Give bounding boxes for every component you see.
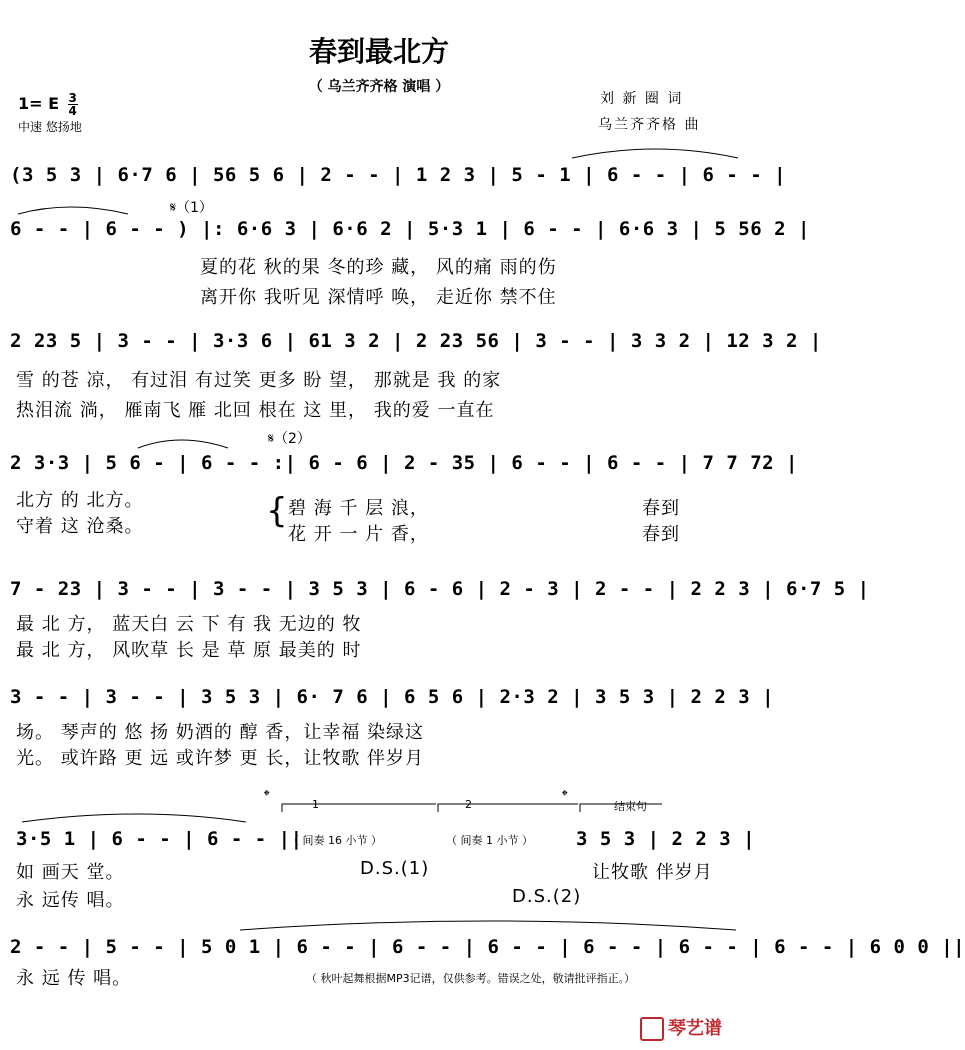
tie-line-2 (18, 207, 128, 214)
ds-2: D.S.(2) (512, 886, 582, 907)
interlude-2: （ 间奏 1 小节 ） (446, 834, 533, 847)
coda-icon-2: 𝄌 (562, 786, 568, 805)
lyric-line-7-verse-1: 如 画天 堂。 (16, 862, 125, 883)
lyric-line-3-verse-2: 热泪流 淌， 雁南飞 雁 北回 根在 这 里， 我的爱 一直在 (16, 400, 495, 421)
volta-1-label: 1 (312, 798, 319, 811)
score-line-6: 3 - - | 3 - - | 3 5 3 | 6· 7 6 | 6 5 6 | 2·3 2 | 3 5 3 | 2 2 3 | (10, 686, 775, 708)
score-line-5: 7 - 23 | 3 - - | 3 - - | 3 5 3 | 6 - 6 | 2 - 3 | 2 - - | 2 2 3 | 6·7 5 | (10, 578, 870, 600)
tie-line-7 (22, 814, 246, 822)
volta-2-label: 2 (465, 798, 472, 811)
lyric-line-8: 永 远 传 唱。 (16, 968, 132, 989)
lyric-line-6-verse-2: 光。 或许路 更 远 或许梦 更 长，让牧歌 伴岁月 (16, 748, 425, 769)
bridge-end-1: 春到 (642, 498, 680, 519)
bridge-lyric-1: 碧 海 千 层 浪， (288, 498, 429, 519)
lyric-line-2-verse-1: 夏的花 秋的果 冬的珍 藏， 风的痛 雨的伤 (200, 257, 557, 278)
tie-line-8 (240, 921, 736, 930)
lyric-line-7-verse-2: 永 远传 唱。 (16, 890, 125, 911)
score-line-8: 2 - - | 5 - - | 5 0 1 | 6 - - | 6 - - | 6 - - | 6 - - | 6 - - | 6 - - | 6 0 0 || (10, 936, 965, 958)
meter-top: 3 (68, 91, 77, 105)
lyric-line-2-verse-2: 离开你 我听见 深情呼 唤， 走近你 禁不住 (200, 287, 557, 308)
coda-icon: 𝄌 (264, 786, 270, 805)
interlude-1: （ 间奏 16 小节 ） (288, 834, 382, 847)
lyric-line-4-verse-1: 北方 的 北方。 (16, 490, 144, 511)
footnote: （ 秋叶起舞根据MP3记谱，仅供参考。错误之处，敬请批评指正。） (306, 972, 636, 985)
lyric-line-5-verse-2: 最 北 方， 风吹草 长 是 草 原 最美的 时 (16, 640, 362, 661)
lyric-line-6-verse-1: 场。 琴声的 悠 扬 奶酒的 醇 香，让幸福 染绿这 (16, 722, 425, 743)
score-line-1: (3 5 3 | 6·7 6 | 56 5 6 | 2 - - | 1 2 3 | 5 - 1 | 6 - - | 6 - - | (10, 164, 787, 186)
lyric-line-4-verse-2: 守着 这 沧桑。 (16, 516, 144, 537)
ds-1: D.S.(1) (360, 858, 430, 879)
bridge-lyric-2: 花 开 一 片 香， (288, 524, 429, 545)
composer-credit: 乌兰齐齐格 曲 (598, 117, 701, 133)
bridge-end-2: 春到 (642, 524, 680, 545)
logo-text: 琴艺谱 (668, 1018, 722, 1039)
meter-bottom: 4 (68, 104, 77, 118)
volta-bracket-2 (438, 804, 578, 812)
ending-label: 结束句 (614, 800, 647, 813)
score-line-4: 2 3·3 | 5 6 - | 6 - - :| 6 - 6 | 2 - 35 | 6 - - | 6 - - | 7 7 72 | (10, 452, 798, 474)
ending-notes: 3 5 3 | 2 2 3 | (576, 828, 756, 850)
song-title: 春到最北方 (308, 35, 449, 68)
key-label: 1= E (18, 94, 60, 113)
volta-bracket-1 (282, 804, 436, 812)
segno-2-icon: 𝄋（2） (268, 431, 311, 447)
ending-bracket (580, 804, 662, 812)
ending-lyrics: 让牧歌 伴岁月 (592, 862, 713, 883)
bridge-brace: { (266, 491, 288, 531)
tie-line-1 (572, 149, 738, 158)
score-line-2: 6 - - | 6 - - ) |: 6·6 3 | 6·6 2 | 5·3 1 | 6 - - | 6·6 3 | 5 56 2 | (10, 218, 810, 240)
score-line-7: 3·5 1 | 6 - - | 6 - - || (16, 828, 303, 850)
tie-line-4 (138, 440, 228, 448)
segno-1-icon: 𝄋（1） (170, 200, 213, 216)
tempo-marking: 中速 悠扬地 (18, 120, 82, 134)
score-line-3: 2 23 5 | 3 - - | 3·3 6 | 61 3 2 | 2 23 56 | 3 - - | 3 3 2 | 12 3 2 | (10, 330, 822, 352)
lyricist-credit: 刘 新 圈 词 (600, 91, 684, 107)
lyric-line-3-verse-1: 雪 的苍 凉， 有过泪 有过笑 更多 盼 望， 那就是 我 的家 (16, 370, 502, 391)
singer-credit: （ 乌兰齐齐格 演唱 ） (308, 79, 450, 95)
lyric-line-5-verse-1: 最 北 方， 蓝天白 云 下 有 我 无边的 牧 (16, 614, 362, 635)
